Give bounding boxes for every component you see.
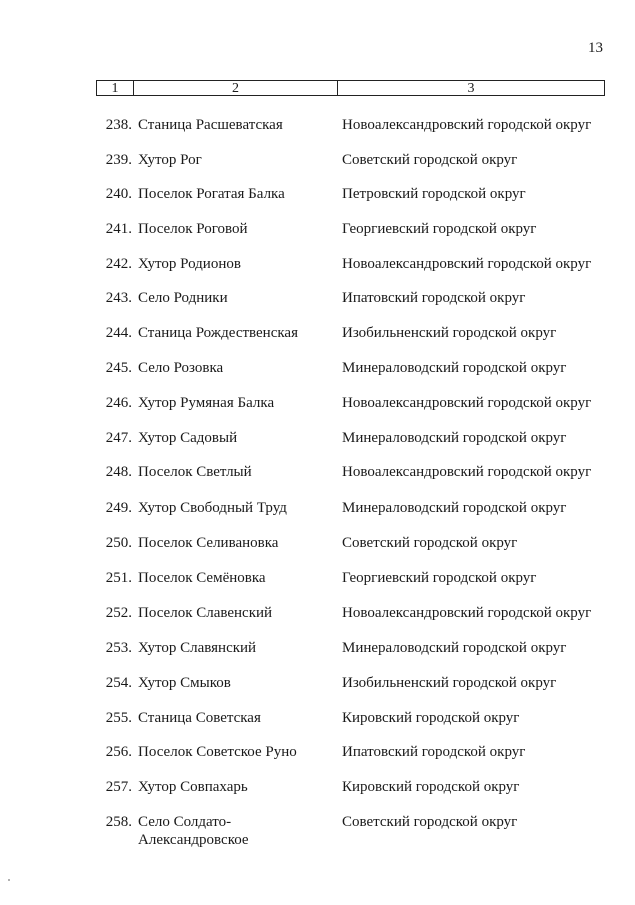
row-number: 246. bbox=[105, 395, 132, 411]
settlement-name: Хутор Совпахарь bbox=[138, 779, 248, 795]
district-name: Минераловодский городской округ bbox=[342, 640, 567, 656]
district-name: Минераловодский городской округ bbox=[342, 500, 567, 516]
row-number: 247. bbox=[105, 430, 132, 446]
district-name: Кировский городской округ bbox=[342, 779, 520, 795]
district-name: Ипатовский городской округ bbox=[342, 744, 526, 760]
row-number: 243. bbox=[105, 290, 132, 306]
row-number: 252. bbox=[105, 605, 132, 621]
row-number: 238. bbox=[105, 117, 132, 133]
district-name: Георгиевский городской округ bbox=[342, 221, 537, 237]
district-name: Советский городской округ bbox=[342, 535, 518, 551]
settlement-name bbox=[138, 813, 333, 849]
district-name: Георгиевский городской округ bbox=[342, 570, 537, 586]
page-number: 13 bbox=[588, 40, 603, 56]
row-number: 258. bbox=[105, 814, 132, 830]
settlement-name-line-2: Александровское bbox=[138, 832, 249, 848]
settlement-name: Станица Расшеватская bbox=[138, 117, 283, 133]
settlement-name: Поселок Селивановка bbox=[138, 535, 279, 551]
district-name: Новоалександровский городской округ bbox=[342, 256, 592, 272]
row-number: 240. bbox=[105, 186, 132, 202]
row-number: 253. bbox=[105, 640, 132, 656]
district-name: Новоалександровский городской округ bbox=[342, 117, 592, 133]
row-number: 257. bbox=[105, 779, 132, 795]
row-number: 239. bbox=[105, 152, 132, 168]
settlement-name: Станица Советская bbox=[138, 710, 261, 726]
row-number: 241. bbox=[105, 221, 132, 237]
settlement-name: Хутор Рог bbox=[138, 152, 202, 168]
district-name: Новоалександровский городской округ bbox=[342, 464, 592, 480]
settlement-name: Хутор Родионов bbox=[138, 256, 241, 272]
district-name: Петровский городской округ bbox=[342, 186, 526, 202]
settlement-name: Хутор Свободный Труд bbox=[138, 500, 287, 516]
district-name: Новоалександровский городской округ bbox=[342, 395, 592, 411]
settlement-name: Поселок Рогатая Балка bbox=[138, 186, 285, 202]
settlement-name: Поселок Семёновка bbox=[138, 570, 266, 586]
settlement-name: Хутор Славянский bbox=[138, 640, 257, 656]
settlement-name: Хутор Садовый bbox=[138, 430, 238, 446]
scan-speck bbox=[8, 879, 10, 881]
settlement-name: Поселок Советское Руно bbox=[138, 744, 297, 760]
settlement-name: Станица Рождественская bbox=[138, 325, 298, 341]
district-name: Ипатовский городской округ bbox=[342, 290, 526, 306]
row-number: 255. bbox=[105, 710, 132, 726]
row-number: 242. bbox=[105, 256, 132, 272]
row-number: 249. bbox=[105, 500, 132, 516]
settlement-name: Село Розовка bbox=[138, 360, 224, 376]
header-col-3: 3 bbox=[467, 81, 475, 96]
district-name: Изобильненский городской округ bbox=[342, 675, 557, 691]
district-name: Минераловодский городской округ bbox=[342, 360, 567, 376]
row-number: 244. bbox=[105, 325, 132, 341]
table-header bbox=[96, 80, 605, 96]
settlement-name: Село Родники bbox=[138, 290, 228, 306]
settlement-name: Поселок Роговой bbox=[138, 221, 248, 237]
header-col-1: 1 bbox=[97, 81, 134, 95]
district-name: Советский городской округ bbox=[342, 814, 518, 830]
district-name: Минераловодский городской округ bbox=[342, 430, 567, 446]
settlement-name: Поселок Светлый bbox=[138, 464, 252, 480]
row-number: 248. bbox=[105, 464, 132, 480]
row-number: 256. bbox=[105, 744, 132, 760]
row-number: 254. bbox=[105, 675, 132, 691]
district-name: Советский городской округ bbox=[342, 152, 518, 168]
district-name: Кировский городской округ bbox=[342, 710, 520, 726]
row-number: 251. bbox=[105, 570, 132, 586]
row-number: 245. bbox=[105, 360, 132, 376]
settlement-name: Хутор Румяная Балка bbox=[138, 395, 275, 411]
settlement-name-line-1: Село Солдато- bbox=[138, 814, 232, 830]
settlement-name: Поселок Славенский bbox=[138, 605, 273, 621]
district-name: Новоалександровский городской округ bbox=[342, 605, 592, 621]
header-col-2: 2 bbox=[134, 81, 338, 95]
row-number: 250. bbox=[105, 535, 132, 551]
district-name: Изобильненский городской округ bbox=[342, 325, 557, 341]
settlement-name: Хутор Смыков bbox=[138, 675, 231, 691]
